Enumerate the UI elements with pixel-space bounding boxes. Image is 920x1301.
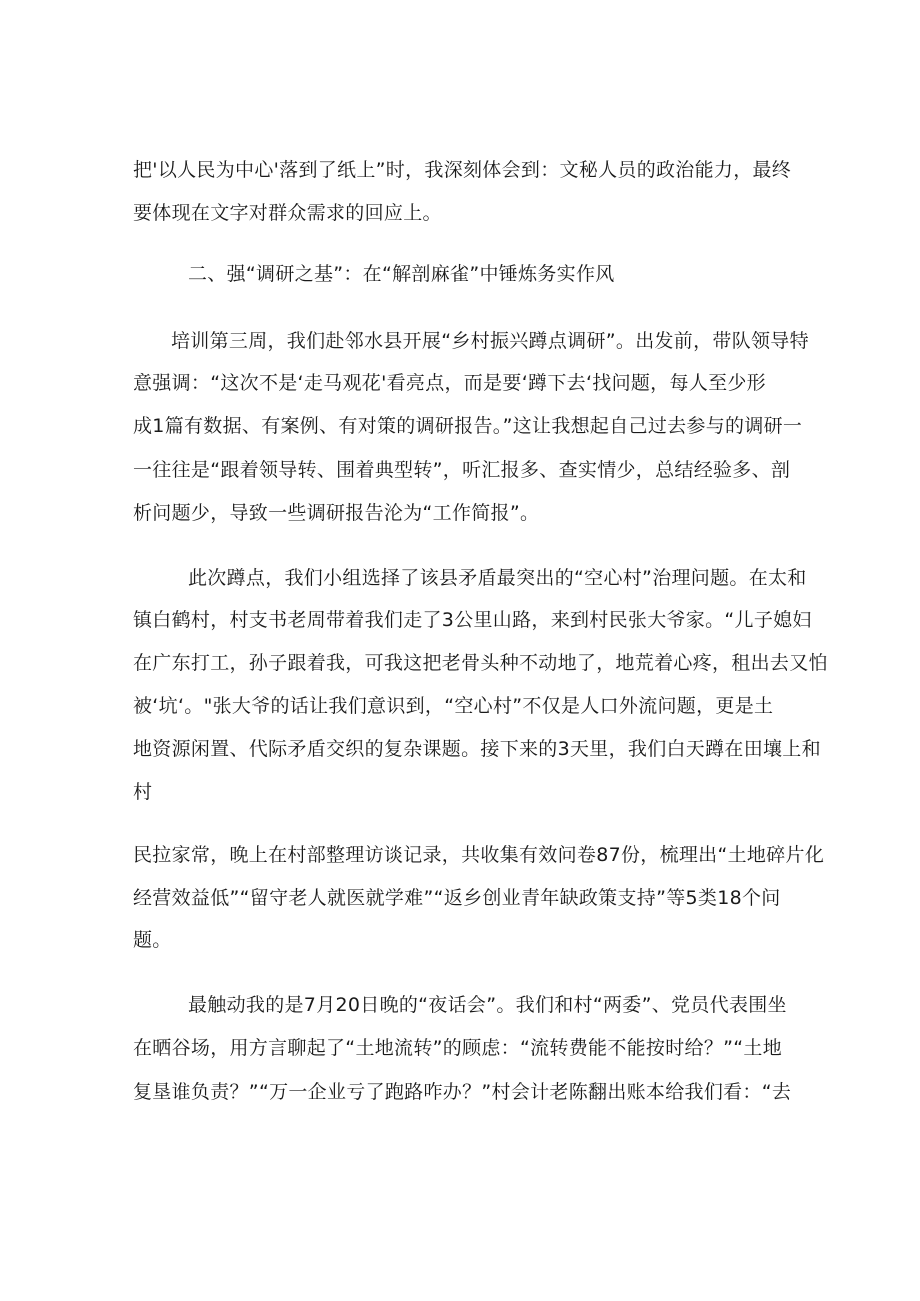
paragraph2-line-1: 此次蹲点，我们小组选择了该县矛盾最突出的“空心村”治理问题。在太和 <box>188 567 807 589</box>
paragraph3-line-1: 民拉家常，晚上在村部整理访谈记录，共收集有效问卷87份，梳理出“土地碎片化 <box>133 844 825 866</box>
paragraph4-line-3: 复垦谁负责？”“万一企业亏了跑路咋办？”村会计老陈翻出账本给我们看：“去 <box>133 1081 792 1103</box>
paragraph1-line-5: 析问题少，导致一些调研报告沦为“工作简报”。 <box>133 502 540 524</box>
paragraph4-line-2: 在晒谷场，用方言聊起了“土地流转”的顾虑：“流转费能不能按时给？”“土地 <box>133 1037 783 1059</box>
paragraph2-line-3: 在广东打工，孙子跟着我，可我这把老骨头种不动地了，地荒着心疼，租出去又怕 <box>133 652 828 674</box>
paragraph1-line-3: 成1篇有数据、有案例、有对策的调研报告。”这让我想起自己过去参与的调研一 <box>133 415 803 437</box>
section-heading: 二、强“调研之基”：在“解剖麻雀”中锤炼务实作风 <box>188 263 615 285</box>
intro-line-2: 要体现在文字对群众需求的回应上。 <box>133 202 442 224</box>
paragraph2-line-6: 村 <box>133 781 153 803</box>
paragraph1-line-2: 意强调：“这次不是‘走马观花'看亮点，而是要‘蹲下去‘找问题，每人至少形 <box>133 372 766 394</box>
paragraph1-line-1: 培训第三周，我们赴邻水县开展“乡村振兴蹲点调研”。出发前，带队领导特 <box>171 330 809 352</box>
paragraph3-line-3: 题。 <box>133 929 172 951</box>
intro-line-1: 把'以人民为中心'落到了纸上”时，我深刻体会到：文秘人员的政治能力，最终 <box>133 159 792 181</box>
paragraph1-line-4: 一往往是“跟着领导转、围着典型转”，听汇报多、查实情少，总结经验多、剖 <box>133 459 791 481</box>
paragraph2-line-4: 被‘坑‘。"张大爷的话让我们意识到，“空心村”不仅是人口外流问题，更是土 <box>133 695 774 717</box>
paragraph3-line-2: 经营效益低”“留守老人就医就学难”“返乡创业青年缺政策支持”等5类18个问 <box>133 887 781 909</box>
paragraph4-line-1: 最触动我的是7月20日晚的“夜话会”。我们和村“两委”、党员代表围坐 <box>188 994 787 1016</box>
paragraph2-line-5: 地资源闲置、代际矛盾交织的复杂课题。接下来的3天里，我们白天蹲在田壤上和 <box>133 738 821 760</box>
paragraph2-line-2: 镇白鹤村，村支书老周带着我们走了3公里山路，来到村民张大爷家。“儿子媳妇 <box>133 609 812 631</box>
